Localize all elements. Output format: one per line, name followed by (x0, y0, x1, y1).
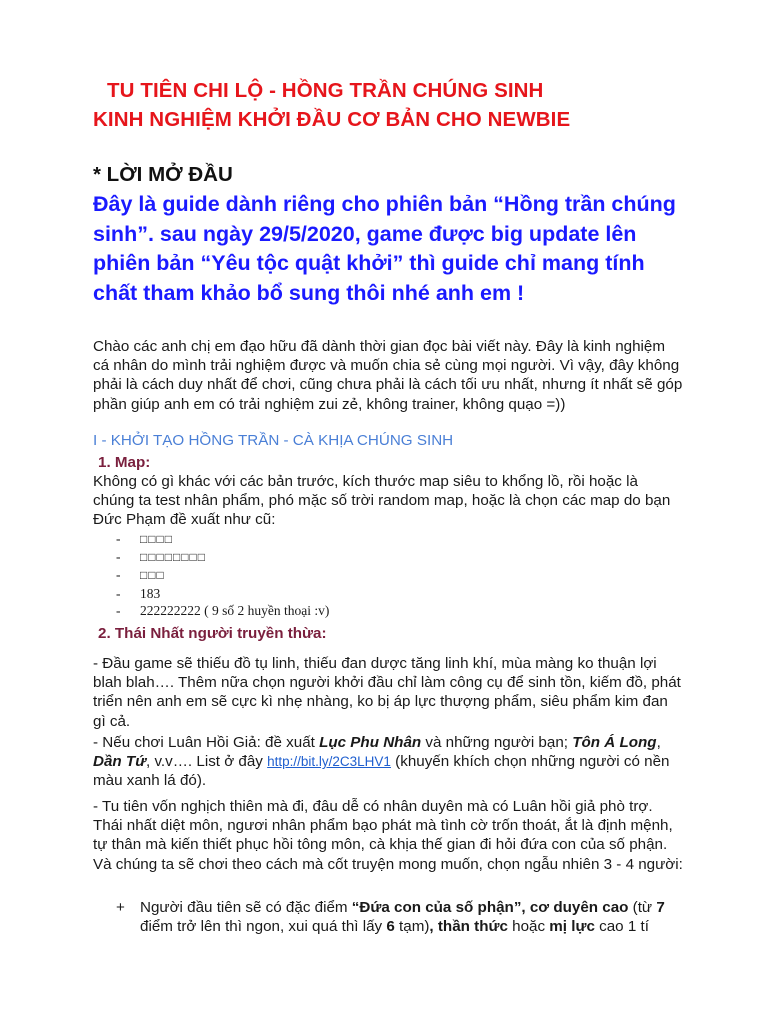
bullet-span: cao 1 tí (594, 918, 649, 936)
list-item (116, 602, 329, 619)
greeting-paragraph: Chào các anh chị em đạo hữu đã dành thời gian đọc bài viết này. Đây là kinh nghiệm cá nhân do mình trải nghiệm được và muốn chia sẻ cùng mọi người. Vì vậy, đây không phải là cách duy nhất để chơi, cũng chưa phải là cách tối ưu nhất, nhưng ít nhất sẽ góp phần giúp anh em có trải nghiệm zui zẻ, không trainer, không quạo =)) (93, 338, 683, 413)
para2-text: (khuyến khích chọn những người có nền màu xanh lá đó). (93, 753, 670, 790)
para2-text: và những người bạn; (421, 734, 573, 751)
bullet-span: (từ (628, 899, 657, 916)
map-seed-list (116, 530, 329, 619)
list-item (116, 898, 684, 936)
mentor-paragraph-1: - Đầu game sẽ thiếu đồ tụ linh, thiếu đan dược tăng linh khí, mùa màng ko thuận lợi blah blah…. Thêm nữa chọn người khởi đầu chỉ làm công cụ để sinh tồn, kiếm đồ, phát triển nên anh em sẽ cực kì nhẹ nhàng, ko bị áp lực thượng phẩm, siêu phẩm kim đan gì cả. (93, 655, 681, 730)
bullet-text (140, 898, 684, 936)
character-name-luc-phu-nhan: Lục Phu Nhân (319, 734, 422, 751)
bullet-emphasis: mị lực (549, 918, 595, 936)
document-title-line-1: TU TIÊN CHI LỘ - HỒNG TRẦN CHÚNG SINH (107, 79, 544, 102)
bullet-emphasis: , thần thức (429, 918, 508, 936)
para2-text: - Nếu chơi Luân Hồi Giả: đề xuất (93, 734, 320, 751)
intro-heading: * LỜI MỞ ĐẦU (93, 163, 233, 186)
mentor-heading: 2. Thái Nhất người truyền thừa: (98, 625, 327, 642)
map-heading: 1. Map: (98, 454, 151, 471)
character-name-ton-a-long: Tôn Á Long (572, 734, 657, 751)
mentor-paragraph-3: - Tu tiên vốn nghịch thiên mà đi, đâu dễ có nhân duyên mà có Luân hồi giả phò trợ. Thái nhất diệt môn, ngươi nhân phẩm bạo phát mà tình cờ trốn thoát, ắt là định mệnh, tự thân mà kiến thiết phục hồi tông môn, cà khịa thế gian đi hỏi đứa con của số phận. Và chúng ta sẽ chơi theo cách mà cốt truyện mong muốn, chọn ngẫu nhiên 3 - 4 người: (93, 798, 683, 873)
bullet-span: điểm trở lên thì ngon, xui quá thì lấy (140, 918, 387, 936)
seed-value: 222222222 ( 9 số 2 huyền thoại :v) (140, 602, 330, 618)
character-list-link[interactable]: http://bit.ly/2C3LHV1 (267, 754, 391, 770)
para2-text: , v.v…. List ở đây (146, 753, 268, 771)
character-name-dan-tu: Dần Tứ (93, 753, 147, 771)
para2-text: , (656, 734, 661, 751)
dash-bullet: - (116, 585, 121, 601)
bullet-span: hoặc (507, 918, 550, 936)
bullet-span: tạm) (394, 918, 430, 936)
dash-bullet: - (116, 549, 121, 565)
version-notice: Đây là guide dành riêng cho phiên bản “Hồng trần chúng sinh”. sau ngày 29/5/2020, game được big update lên phiên bản “Yêu tộc quật khởi” thì guide chỉ mang tính chất tham khảo bổ sung thôi nhé anh em ! (93, 192, 676, 305)
map-paragraph: Không có gì khác với các bản trước, kích thước map siêu to khổng lồ, rồi hoặc là chúng ta test nhân phẩm, phó mặc số trời random map, hoặc là chọn các map do bạn Đức Phạm đề xuất như cũ: (93, 473, 671, 529)
list-item (116, 530, 329, 548)
document-title-line-2: KINH NGHIỆM KHỞI ĐẦU CƠ BẢN CHO NEWBIE (93, 108, 571, 131)
seed-value: □□□□ (140, 532, 173, 546)
seed-value: □□□ (140, 568, 165, 583)
bullet-emphasis: 7 (656, 899, 665, 916)
seed-value: 183 (140, 585, 161, 601)
dash-bullet: - (116, 567, 121, 583)
seed-value: □□□□□□□□ (140, 550, 206, 565)
bullet-span: Người đầu tiên sẽ có đặc điểm (140, 899, 352, 916)
mentor-paragraph-2 (93, 733, 683, 791)
bullet-emphasis: “Đứa con của số phận”, cơ duyên cao (351, 899, 629, 916)
list-item (116, 566, 329, 584)
dash-bullet: - (116, 531, 121, 546)
list-item (116, 548, 329, 566)
list-item (116, 585, 329, 602)
dash-bullet: - (116, 602, 121, 618)
plus-bullet: + (116, 899, 125, 916)
bullet-emphasis: 6 (386, 918, 395, 936)
section-1-title: I - KHỞI TẠO HỒNG TRẦN - CÀ KHỊA CHÚNG SINH (93, 432, 454, 449)
